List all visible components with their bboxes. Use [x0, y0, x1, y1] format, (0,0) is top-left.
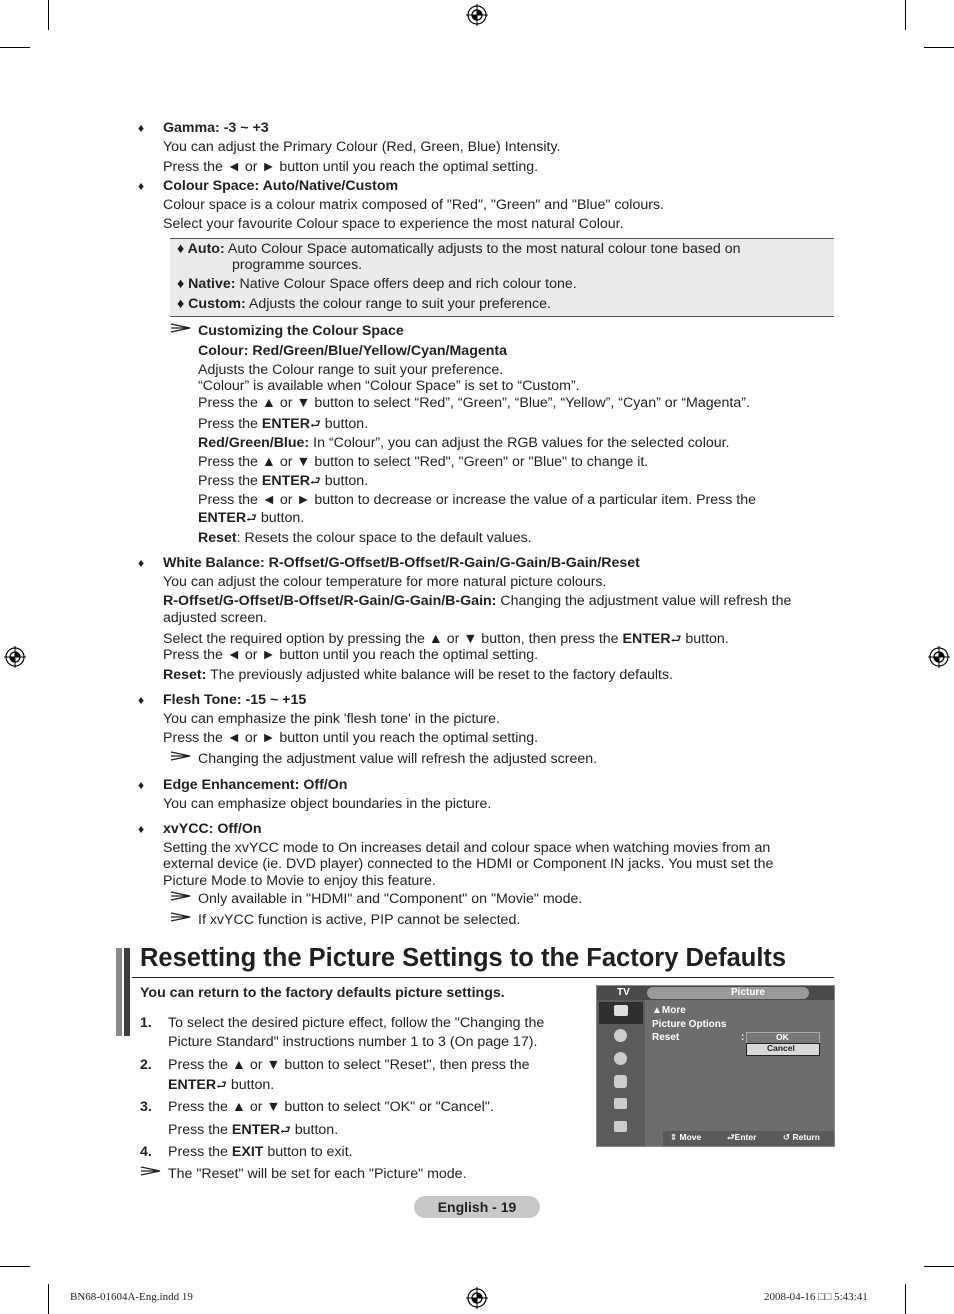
customizing-text: Press the ◄ or ► button to decrease or increase the value of a particular item. Press the — [198, 492, 757, 508]
edge-text: You can emphasize object boundaries in the picture. — [163, 796, 492, 812]
pip-icon — [614, 1121, 627, 1132]
bullet-icon: ♦ — [138, 693, 145, 707]
white-balance-text: adjusted screen. — [163, 610, 268, 626]
footer-file: BN68-01604A-Eng.indd 19 — [70, 1291, 193, 1303]
updown-icon: ⇕ — [670, 1132, 678, 1142]
crop-mark — [0, 47, 30, 48]
enter-icon: ⮐ — [309, 474, 321, 488]
enter-instruction: Press the ENTER⮐ button. — [198, 416, 369, 432]
native-option: ♦ Native: Native Colour Space offers deep and rich colour tone. — [177, 276, 577, 292]
note-arrow-icon — [170, 322, 192, 334]
customizing-text: “Colour” is available when “Colour Space” is set to “Custom”. — [198, 378, 580, 394]
reset-intro: You can return to the factory defaults picture settings. — [140, 985, 505, 1001]
gamma-text: Press the ◄ or ► button until you reach the optimal setting. — [163, 159, 539, 175]
auto-option: ♦ Auto: Auto Colour Space automatically adjusts to the most natural colour tone based on — [177, 241, 741, 257]
heading-bar — [124, 948, 130, 1036]
menu-return: ↺ Return — [783, 1132, 820, 1142]
flesh-tone-text: You can emphasize the pink 'flesh tone' in the picture. — [163, 711, 500, 727]
step-text: Press the ENTER⮐ button. — [168, 1122, 339, 1138]
reset-note: The "Reset" will be set for each "Picture" mode. — [168, 1166, 467, 1182]
registration-mark-icon — [4, 646, 26, 668]
bullet-icon: ♦ — [138, 179, 145, 193]
menu-title-tab — [647, 987, 809, 999]
xvycc-text: external device (ie. DVD player) connected to the HDMI or Component IN jacks. You must set the — [163, 856, 774, 872]
menu-colon: : — [741, 1032, 745, 1043]
crop-mark — [0, 1266, 30, 1267]
section-heading: Resetting the Picture Settings to the Factory Defaults — [140, 944, 787, 972]
step-number: 4. — [140, 1144, 152, 1160]
white-balance-text: Select the required option by pressing the ▲ or ▼ button, then press the ENTER⮐ button. — [163, 631, 729, 647]
menu-tv-label: TV — [617, 987, 630, 998]
enter-icon: ⮐ — [246, 511, 257, 525]
crop-mark — [924, 1266, 954, 1267]
registration-mark-icon — [466, 4, 488, 26]
step-text: Press the ▲ or ▼ button to select "OK" or "Cancel". — [168, 1099, 494, 1115]
heading-bar — [116, 948, 122, 1036]
reset-text: Reset: Resets the colour space to the default values. — [198, 530, 532, 546]
registration-mark-icon — [928, 646, 950, 668]
menu-title: Picture — [731, 987, 765, 998]
footer-date: 2008-04-16 □□ 5:43:41 — [764, 1291, 868, 1303]
white-balance-text: R-Offset/G-Offset/B-Offset/R-Gain/G-Gain/B-Gain: Changing the adjustment value will refresh the — [163, 593, 792, 609]
menu-enter: ⮐Enter — [727, 1132, 757, 1142]
customizing-text: Adjusts the Colour range to suit your preference. — [198, 362, 504, 378]
note-arrow-icon — [170, 890, 192, 902]
colour-space-text: Colour space is a colour matrix composed of "Red", "Green" and "Blue" colours. — [163, 197, 665, 213]
picture-icon — [614, 1005, 628, 1016]
colour-space-title: Colour Space: Auto/Native/Custom — [163, 178, 399, 194]
customizing-subtitle: Colour: Red/Green/Blue/Yellow/Cyan/Magenta — [198, 343, 508, 359]
colour-space-text: Select your favourite Colour space to experience the most natural Colour. — [163, 216, 624, 232]
bullet-icon: ♦ — [138, 822, 145, 836]
crop-mark — [905, 1284, 906, 1314]
enter-icon: ⮐ — [670, 632, 682, 646]
note-arrow-icon — [170, 750, 192, 762]
heading-rule — [132, 977, 834, 978]
white-balance-text: You can adjust the colour temperature for more natural picture colours. — [163, 574, 607, 590]
return-icon: ↺ — [783, 1132, 791, 1142]
bullet-icon: ♦ — [138, 121, 145, 135]
step-text: To select the desired picture effect, follow the "Changing the — [168, 1015, 545, 1031]
crop-mark — [48, 1284, 49, 1314]
menu-picture-options: Picture Options — [652, 1019, 727, 1030]
gamma-text: You can adjust the Primary Colour (Red, Green, Blue) Intensity. — [163, 139, 561, 155]
menu-more: ▲More — [652, 1005, 686, 1016]
note-arrow-icon — [140, 1165, 162, 1177]
xvycc-text: Picture Mode to Movie to enjoy this feature. — [163, 873, 436, 889]
enter-icon: ⮐ — [216, 1078, 227, 1092]
bullet-icon: ♦ — [138, 778, 145, 792]
flesh-tone-note: Changing the adjustment value will refresh the adjusted screen. — [198, 751, 598, 767]
step-text: Picture Standard" instructions number 1 to 3 (On page 17). — [168, 1034, 538, 1050]
customizing-title: Customizing the Colour Space — [198, 323, 404, 339]
white-balance-text: Press the ◄ or ► button until you reach the optimal setting. — [163, 647, 539, 663]
enter-icon: ⮐ — [309, 417, 321, 431]
edge-title: Edge Enhancement: Off/On — [163, 777, 348, 793]
registration-mark-icon — [466, 1287, 488, 1309]
customizing-text: Press the ▲ or ▼ button to select “Red”, “Green”, “Blue”, “Yellow”, “Cyan” or “Magenta”. — [198, 395, 750, 411]
crop-mark — [924, 47, 954, 48]
step-number: 2. — [140, 1057, 152, 1073]
page-number: English - 19 — [414, 1196, 540, 1218]
customizing-text: Press the ▲ or ▼ button to select "Red", "Green" or "Blue" to change it. — [198, 454, 649, 470]
menu-move: ⇕ Move — [670, 1132, 702, 1142]
enter-icon: ⮐ — [727, 1132, 735, 1142]
xvycc-note: Only available in "HDMI" and "Component" on "Movie" mode. — [198, 891, 583, 907]
sound-icon — [614, 1029, 627, 1042]
step-number: 3. — [140, 1099, 152, 1115]
enter-instruction: Press the ENTER⮐ button. — [198, 473, 369, 489]
flesh-tone-title: Flesh Tone: -15 ~ +15 — [163, 692, 307, 708]
menu-ok-label: OK — [776, 1032, 789, 1042]
enter-icon: ⮐ — [279, 1123, 291, 1137]
custom-option: ♦ Custom: Adjusts the colour range to suit your preference. — [177, 296, 551, 312]
step-text: Press the EXIT button to exit. — [168, 1144, 353, 1160]
bullet-icon: ♦ — [138, 556, 145, 570]
flesh-tone-text: Press the ◄ or ► button until you reach the optimal setting. — [163, 730, 539, 746]
enter-instruction: ENTER⮐ button. — [198, 510, 305, 526]
xvycc-title: xvYCC: Off/On — [163, 821, 262, 837]
white-balance-title: White Balance: R-Offset/G-Offset/B-Offset/R-Gain/G-Gain/B-Gain/Reset — [163, 555, 640, 571]
menu-cancel-label: Cancel — [767, 1043, 795, 1053]
crop-mark — [48, 0, 49, 30]
step-text: Press the ▲ or ▼ button to select "Reset", then press the — [168, 1057, 530, 1073]
xvycc-text: Setting the xvYCC mode to On increases detail and colour space when watching movies from an — [163, 840, 771, 856]
tv-menu-screenshot — [596, 985, 835, 1147]
white-balance-text: Reset: The previously adjusted white balance will be reset to the factory defaults. — [163, 667, 673, 683]
crop-mark — [905, 0, 906, 30]
menu-reset: Reset — [652, 1032, 680, 1043]
gamma-title: Gamma: -3 ~ +3 — [163, 120, 269, 136]
xvycc-note: If xvYCC function is active, PIP cannot be selected. — [198, 912, 521, 928]
setup-icon — [614, 1075, 627, 1088]
auto-option-cont: programme sources. — [232, 257, 363, 273]
note-arrow-icon — [170, 911, 192, 923]
step-text: ENTER⮐ button. — [168, 1077, 275, 1093]
channel-icon — [614, 1052, 627, 1065]
step-number: 1. — [140, 1015, 152, 1031]
rgb-text: Red/Green/Blue: In “Colour”, you can adjust the RGB values for the selected colour. — [198, 435, 730, 451]
input-icon — [614, 1098, 627, 1109]
